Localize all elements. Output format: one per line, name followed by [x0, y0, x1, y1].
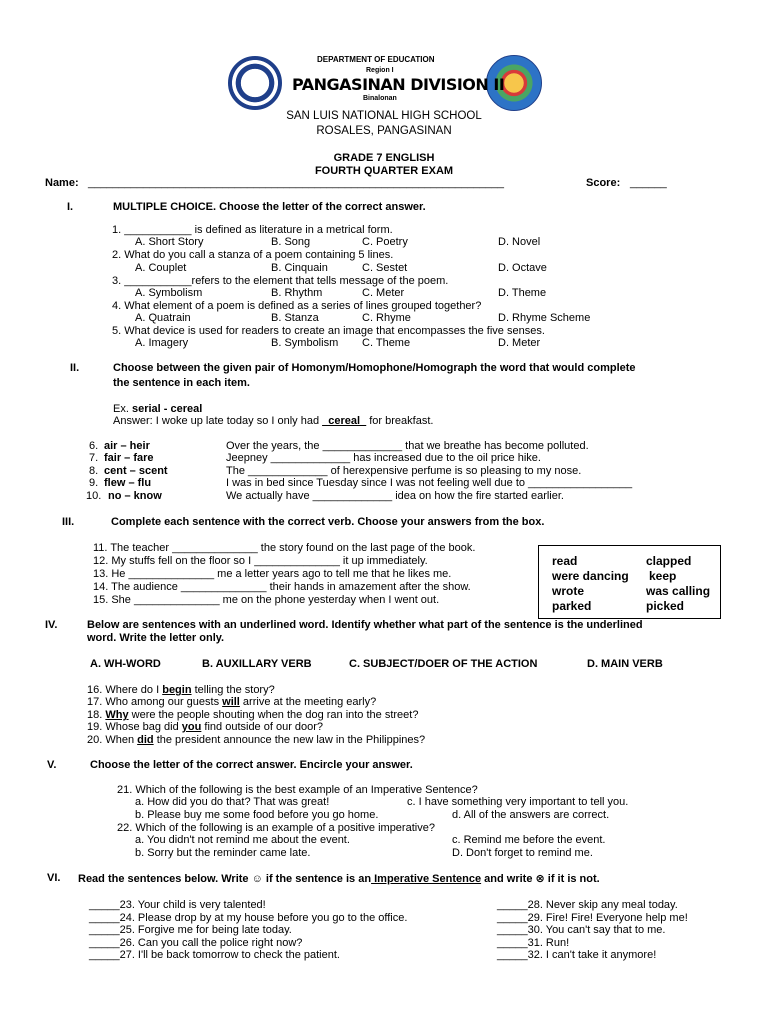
question-22: 22. Which of the following is an example of a positive imperative? [117, 822, 435, 834]
score-label: Score: [586, 177, 621, 189]
question-4: 4. What element of a poem is defined as a series of lines grouped together? [112, 300, 482, 312]
section-4-title-line-1: Below are sentences with an underlined word. Identify whether what part of the sentence is the underlined [87, 619, 643, 631]
item-17: 17. Who among our guests will arrive at the meeting early? [87, 696, 377, 708]
item-6-number: 6. [89, 440, 99, 452]
choice-1d: D. Novel [498, 236, 541, 248]
example-answer: Answer: I woke up late today so I only had _cereal_ for breakfast. [113, 415, 434, 427]
item-26: _____26. Can you call the police right now? [89, 937, 303, 949]
division-name: PANGASINAN DIVISION II [292, 75, 505, 94]
choice-21c: c. I have something very important to tell you. [407, 796, 629, 808]
choice-21a: a. How did you do that? That was great! [135, 796, 330, 808]
item-12: 12. My stuffs fell on the floor so I ______________ it up immediately. [93, 555, 428, 567]
item-8-pair: cent – scent [104, 465, 168, 477]
section-5-title: Choose the letter of the correct answer. Encircle your answer. [90, 759, 413, 771]
item-20: 20. When did the president announce the new law in the Philippines? [87, 734, 426, 746]
section-6-title: Read the sentences below. Write ☺ if the sentence is an Imperative Sentence and write ⊗ if it is not. [78, 873, 600, 885]
item-28: _____28. Never skip any meal today. [497, 899, 678, 911]
verb-parked: parked [552, 599, 592, 613]
underlined-word: begin [162, 684, 192, 696]
section-1-number: I. [67, 201, 74, 213]
item-10-pair: no – know [108, 490, 162, 502]
item-19: 19. Whose bag did you find outside of our door? [87, 721, 324, 733]
choice-5d: D. Meter [498, 337, 541, 349]
section-2-title-line-1: Choose between the given pair of Homonym/Homophone/Homograph the word that would complete [113, 362, 636, 374]
item-13: 13. He ______________ me a letter years ago to tell me that he likes me. [93, 568, 452, 580]
item-8-sentence: The _____________ of herexpensive perfume is so pleasing to my nose. [226, 465, 582, 477]
school-name: SAN LUIS NATIONAL HIGH SCHOOL [286, 110, 482, 122]
question-3: 3. ___________refers to the element that tells message of the poem. [112, 275, 449, 287]
question-5: 5. What device is used for readers to create an image that encompasses the five senses. [112, 325, 545, 337]
underlined-word: did [137, 734, 154, 746]
choice-d-main-verb: D. MAIN VERB [587, 658, 663, 670]
verb-choices-box [538, 545, 721, 619]
section-6-number: VI. [47, 872, 61, 884]
item-25: _____25. Forgive me for being late today. [89, 924, 292, 936]
choice-2a: A. Couplet [135, 262, 187, 274]
verb-was-calling: was calling [646, 584, 711, 598]
choice-5c: C. Theme [362, 337, 411, 349]
choice-3a: A. Symbolism [135, 287, 203, 299]
choice-5b: B. Symbolism [271, 337, 339, 349]
item-14: 14. The audience ______________ their hands in amazement after the show. [93, 581, 471, 593]
underlined-word: you [181, 721, 202, 733]
section-2-title-line-2: the sentence in each item. [113, 377, 250, 389]
choice-21d: d. All of the answers are correct. [452, 809, 610, 821]
verb-were-dancing: were dancing [552, 569, 629, 583]
item-7-number: 7. [89, 452, 99, 464]
verb-wrote: wrote [552, 584, 585, 598]
question-2: 2. What do you call a stanza of a poem containing 5 lines. [112, 249, 394, 261]
section-1-title: MULTIPLE CHOICE. Choose the letter of the correct answer. [113, 201, 426, 213]
item-27: _____27. I'll be back tomorrow to check the patient. [89, 949, 340, 961]
item-6-sentence: Over the years, the _____________ that we breathe has become polluted. [226, 440, 589, 452]
section-3-title: Complete each sentence with the correct verb. Choose your answers from the box. [111, 516, 545, 528]
choice-2d: D. Octave [498, 262, 547, 274]
choice-4d: D. Rhyme Scheme [498, 312, 591, 324]
exam-title: FOURTH QUARTER EXAM [314, 165, 454, 177]
item-16: 16. Where do I begin telling the story? [87, 684, 275, 696]
choice-22b: b. Sorry but the reminder came late. [135, 847, 311, 859]
verb-keep: keep [649, 569, 677, 583]
choice-1b: B. Song [271, 236, 311, 248]
choice-22a: a. You didn't not remind me about the event. [135, 834, 350, 846]
school-address: ROSALES, PANGASINAN [316, 125, 452, 137]
question-1: 1. ___________ is defined as literature in a metrical form. [112, 224, 393, 236]
item-23: _____23. Your child is very talented! [89, 899, 266, 911]
choice-21b: b. Please buy me some food before you go home. [135, 809, 379, 821]
grade-title: GRADE 7 ENGLISH [333, 152, 435, 164]
verb-clapped: clapped [646, 554, 692, 568]
choice-3c: C. Meter [362, 287, 405, 299]
item-9-sentence: I was in bed since Tuesday since I was not feeling well due to _________________ [226, 477, 633, 489]
deped-seal-logo [228, 56, 282, 110]
choice-5a: A. Imagery [135, 337, 189, 349]
name-line[interactable]: ____________________________________________________________________ [88, 177, 505, 189]
choice-4c: C. Rhyme [362, 312, 411, 324]
verb-picked: picked [646, 599, 685, 613]
section-3-number: III. [62, 516, 75, 528]
item-18: 18. Why were the people shouting when the dog ran into the street? [87, 709, 419, 721]
item-15: 15. She ______________ me on the phone yesterday when I went out. [93, 594, 440, 606]
item-9-number: 9. [89, 477, 99, 489]
choice-2c: C. Sestet [362, 262, 408, 274]
section-5-number: V. [47, 759, 57, 771]
example-label: Ex. serial - cereal [113, 403, 203, 415]
section-4-number: IV. [45, 619, 58, 631]
score-line[interactable]: ______ [630, 177, 667, 189]
item-7-pair: fair – fare [104, 452, 154, 464]
item-31: _____31. Run! [497, 937, 570, 949]
item-30: _____30. You can't say that to me. [497, 924, 666, 936]
item-8-number: 8. [89, 465, 99, 477]
choice-22c: c. Remind me before the event. [452, 834, 606, 846]
item-29: _____29. Fire! Fire! Everyone help me! [497, 912, 688, 924]
item-32: _____32. I can't take it anymore! [497, 949, 657, 961]
underlined-word: will [222, 696, 240, 708]
region-name: Region I [366, 67, 394, 74]
verb-read: read [552, 554, 578, 568]
choice-c-subject: C. SUBJECT/DOER OF THE ACTION [349, 658, 538, 670]
item-11: 11. The teacher ______________ the story found on the last page of the book. [93, 542, 476, 554]
item-10-sentence: We actually have _____________ idea on how the fire started earlier. [226, 490, 564, 502]
item-24: _____24. Please drop by at my house before you go to the office. [89, 912, 408, 924]
town-name: Binalonan [363, 95, 397, 102]
underlined-word: Why [105, 709, 129, 721]
choice-3d: D. Theme [498, 287, 547, 299]
choice-4a: A. Quatrain [135, 312, 191, 324]
section-4-title-line-2: word. Write the letter only. [87, 632, 225, 644]
choice-2b: B. Cinquain [271, 262, 328, 274]
choice-3b: B. Rhythm [271, 287, 323, 299]
choice-22d: D. Don't forget to remind me. [452, 847, 593, 859]
choice-4b: B. Stanza [271, 312, 319, 324]
item-7-sentence: Jeepney _____________ has increased due to the oil price hike. [226, 452, 541, 464]
example-answer-word: _cereal_ [322, 415, 367, 427]
name-label: Name: [45, 177, 79, 189]
example-pair: serial - cereal [131, 403, 203, 415]
choice-b-auxiliary-verb: B. AUXILLARY VERB [202, 658, 312, 670]
question-21: 21. Which of the following is the best example of an Imperative Sentence? [117, 784, 478, 796]
choice-1a: A. Short Story [135, 236, 204, 248]
item-9-pair: flew – flu [104, 477, 152, 489]
item-6-pair: air – heir [104, 440, 150, 452]
section-2-number: II. [70, 362, 80, 374]
item-10-number: 10. [86, 490, 102, 502]
department-name: DEPARTMENT OF EDUCATION [317, 55, 435, 64]
choice-1c: C. Poetry [362, 236, 408, 248]
choice-a-wh-word: A. WH-WORD [90, 658, 161, 670]
